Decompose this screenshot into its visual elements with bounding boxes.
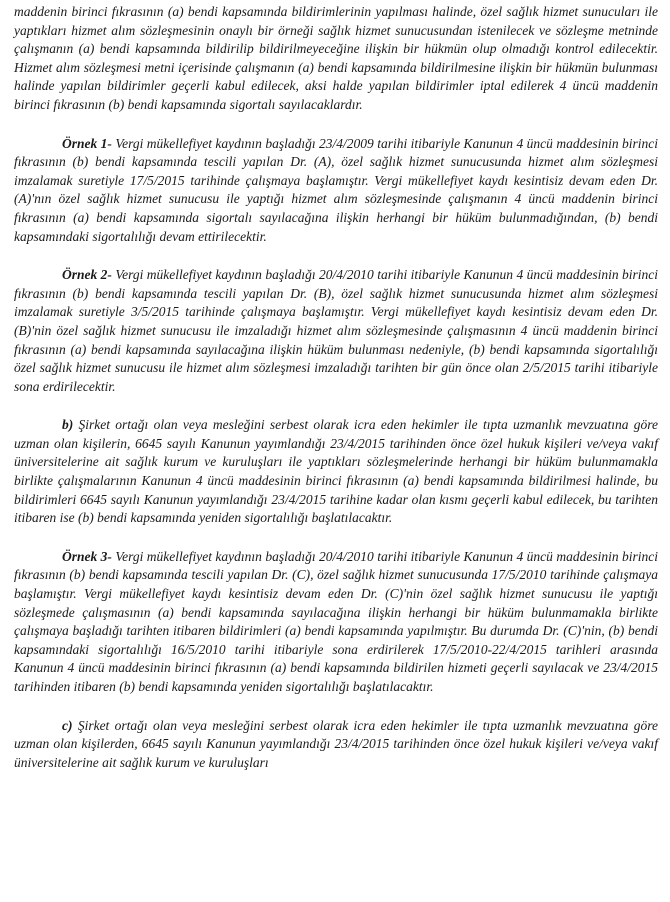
- paragraph-continuation: [14, 3, 658, 115]
- paragraph-text: Vergi mükellefiyet kaydının başladığı 20/4/2010 tarihi itibariyle Kanunun 4 üncü maddesinin birinci fıkrasının (b) bendi kapsamında tescili yapılan Dr. (C), özel sağlık hizmet sunucusunda 17/5/2010 tarihinde çalışmaya başlamıştır. Vergi mükellefiyet kaydı kesintisiz devam eden Dr. (C)'nin özel sağlık hizmet sunucusu ile yaptığı sözleşmede çalışmasının (a) bendi kapsamında sayılacağına ilişkin herhangi bir hüküm bulunmamakla birlikte çalışmaya başladığı tarihten itibaren bildirimleri (a) bendi kapsamında yapılmıştır. Bu durumda Dr. (C)'nin, (b) bendi kapsamındaki sigortalılığı 16/5/2010 tarihi itibariyle sona erdirilerek 17/5/2010-22/4/2015 tarihleri arasında Kanunun 4 üncü maddesinin birinci fıkrasının (a) bendi kapsamında bildirilen hizmeti geçerli sayılacak ve 23/4/2015 tarihinden itibaren (b) bendi kapsamında yeniden sigortalılığı başlatılacaktır.: [14, 548, 658, 694]
- paragraph-lead: Örnek 1-: [62, 135, 112, 151]
- paragraph-text: Vergi mükellefiyet kaydının başladığı 23/4/2009 tarihi itibariyle Kanunun 4 üncü maddesinin birinci fıkrasının (b) bendi kapsamında tescili yapılan Dr. (A), özel sağlık hizmet sunucusunda hizmet alım sözleşmesi imzalamak suretiyle 17/5/2015 tarihinde çalışmaya başlamıştır. Vergi mükellefiyet kaydı kesintisiz devam eden Dr. (A)'nın özel sağlık hizmet sunucusu ile yaptığı hizmet alım sözleşmesinde çalışmanın 4 üncü maddenin birinci fıkrasının (a) bendi kapsamında sigortalı sayılacağına ilişkin herhangi bir hüküm bulunmadığından, (b) bendi kapsamındaki sigortalılığı devam ettirilecektir.: [14, 135, 658, 244]
- paragraph-example-1: [14, 135, 658, 247]
- paragraph-lead: b): [62, 417, 74, 433]
- paragraph-lead: Örnek 3-: [62, 548, 112, 564]
- paragraph-clause-c: [14, 717, 658, 773]
- paragraph-lead: Örnek 2-: [62, 267, 112, 283]
- paragraph-text: Şirket ortağı olan veya mesleğini serbest olarak icra eden hekimler ile tıpta uzmanlık mevzuatına göre uzman olan kişilerden, 6645 sayılı Kanunun yayımlandığı 23/4/2015 tarihinden önce özel hukuk kişileri ve/veya vakıf üniversitelerine ait sağlık kurum ve kuruluşları: [14, 717, 658, 770]
- paragraph-text: Şirket ortağı olan veya mesleğini serbest olarak icra eden hekimler ile tıpta uzmanlık mevzuatına göre uzman olan kişilerin, 6645 sayılı Kanunun yayımlandığı 23/4/2015 tarihinden önce özel hukuk kişileri ve/veya vakıf üniversitelerine ait sağlık kurum ve kuruluşları ile yaptıkları sözleşmelerinde herhangi bir hüküm bulunmamakla birlikte çalışmalarının Kanunun 4 üncü maddesinin birinci fıkrasının (a) bendi kapsamında bildirilmesi halinde, bu bildirimleri 6645 sayılı Kanunun yayımlandığı 23/4/2015 tarihine kadar olan kısmı geçerli kabul edilecek, bu tarihten itibaren ise (b) bendi kapsamında yeniden sigortalılığı başlatılacaktır.: [14, 417, 658, 526]
- paragraph-lead: c): [62, 717, 73, 733]
- paragraph-example-3: [14, 548, 658, 697]
- paragraph-clause-b: [14, 416, 658, 528]
- document-page: [14, 3, 658, 792]
- paragraph-text: maddenin birinci fıkrasının (a) bendi kapsamında bildirimlerinin yapılması halinde, özel sağlık hizmet sunucuları ile yaptıkları hizmet alım sözleşmesinin onaylı bir örneği sağlık hizmet sunucusundan istenilecek ve sözleşme metninde çalışmanın (a) bendi kapsamında bildirilip bildirilmeyeceğine ilişkin bir hükmün olup olmadığı kontrol edilecektir. Hizmet alım sözleşmesi metni içerisinde çalışmanın (a) bendi kapsamında bildirilmesine ilişkin bir hükmün bulunması halinde yapılan bildirimler geçerli kabul edilecek, aksi halde yapılan bildirimler iptal edilerek 4 üncü maddenin birinci fıkrasının (b) bendi kapsamında sigortalı sayılacaklardır.: [14, 4, 658, 112]
- paragraph-example-2: [14, 266, 658, 396]
- paragraph-text: Vergi mükellefiyet kaydının başladığı 20/4/2010 tarihi itibariyle Kanunun 4 üncü maddesinin birinci fıkrasının (b) bendi kapsamında tescili yapılan Dr. (B), özel sağlık hizmet sunucusunda hizmet alım sözleşmesi imzalamak suretiyle 3/5/2015 tarihinde çalışmaya başlamıştır. Vergi mükellefiyet kaydı kesintisiz devam eden Dr. (B)'nin özel sağlık hizmet sunucusu ile imzaladığı hizmet alım sözleşmesinde çalışmasının 4 üncü maddenin birinci fıkrasının (a) bendi kapsamında sayılacağına ilişkin hüküm bulunması nedeniyle, (b) bendi kapsamında sigortalılığı özel sağlık hizmet sunucusu ile hizmet alım sözleşmesi imzaladığı tarihten bir gün önce olan 2/5/2015 tarihi itibariyle sona erdirilecektir.: [14, 267, 658, 394]
